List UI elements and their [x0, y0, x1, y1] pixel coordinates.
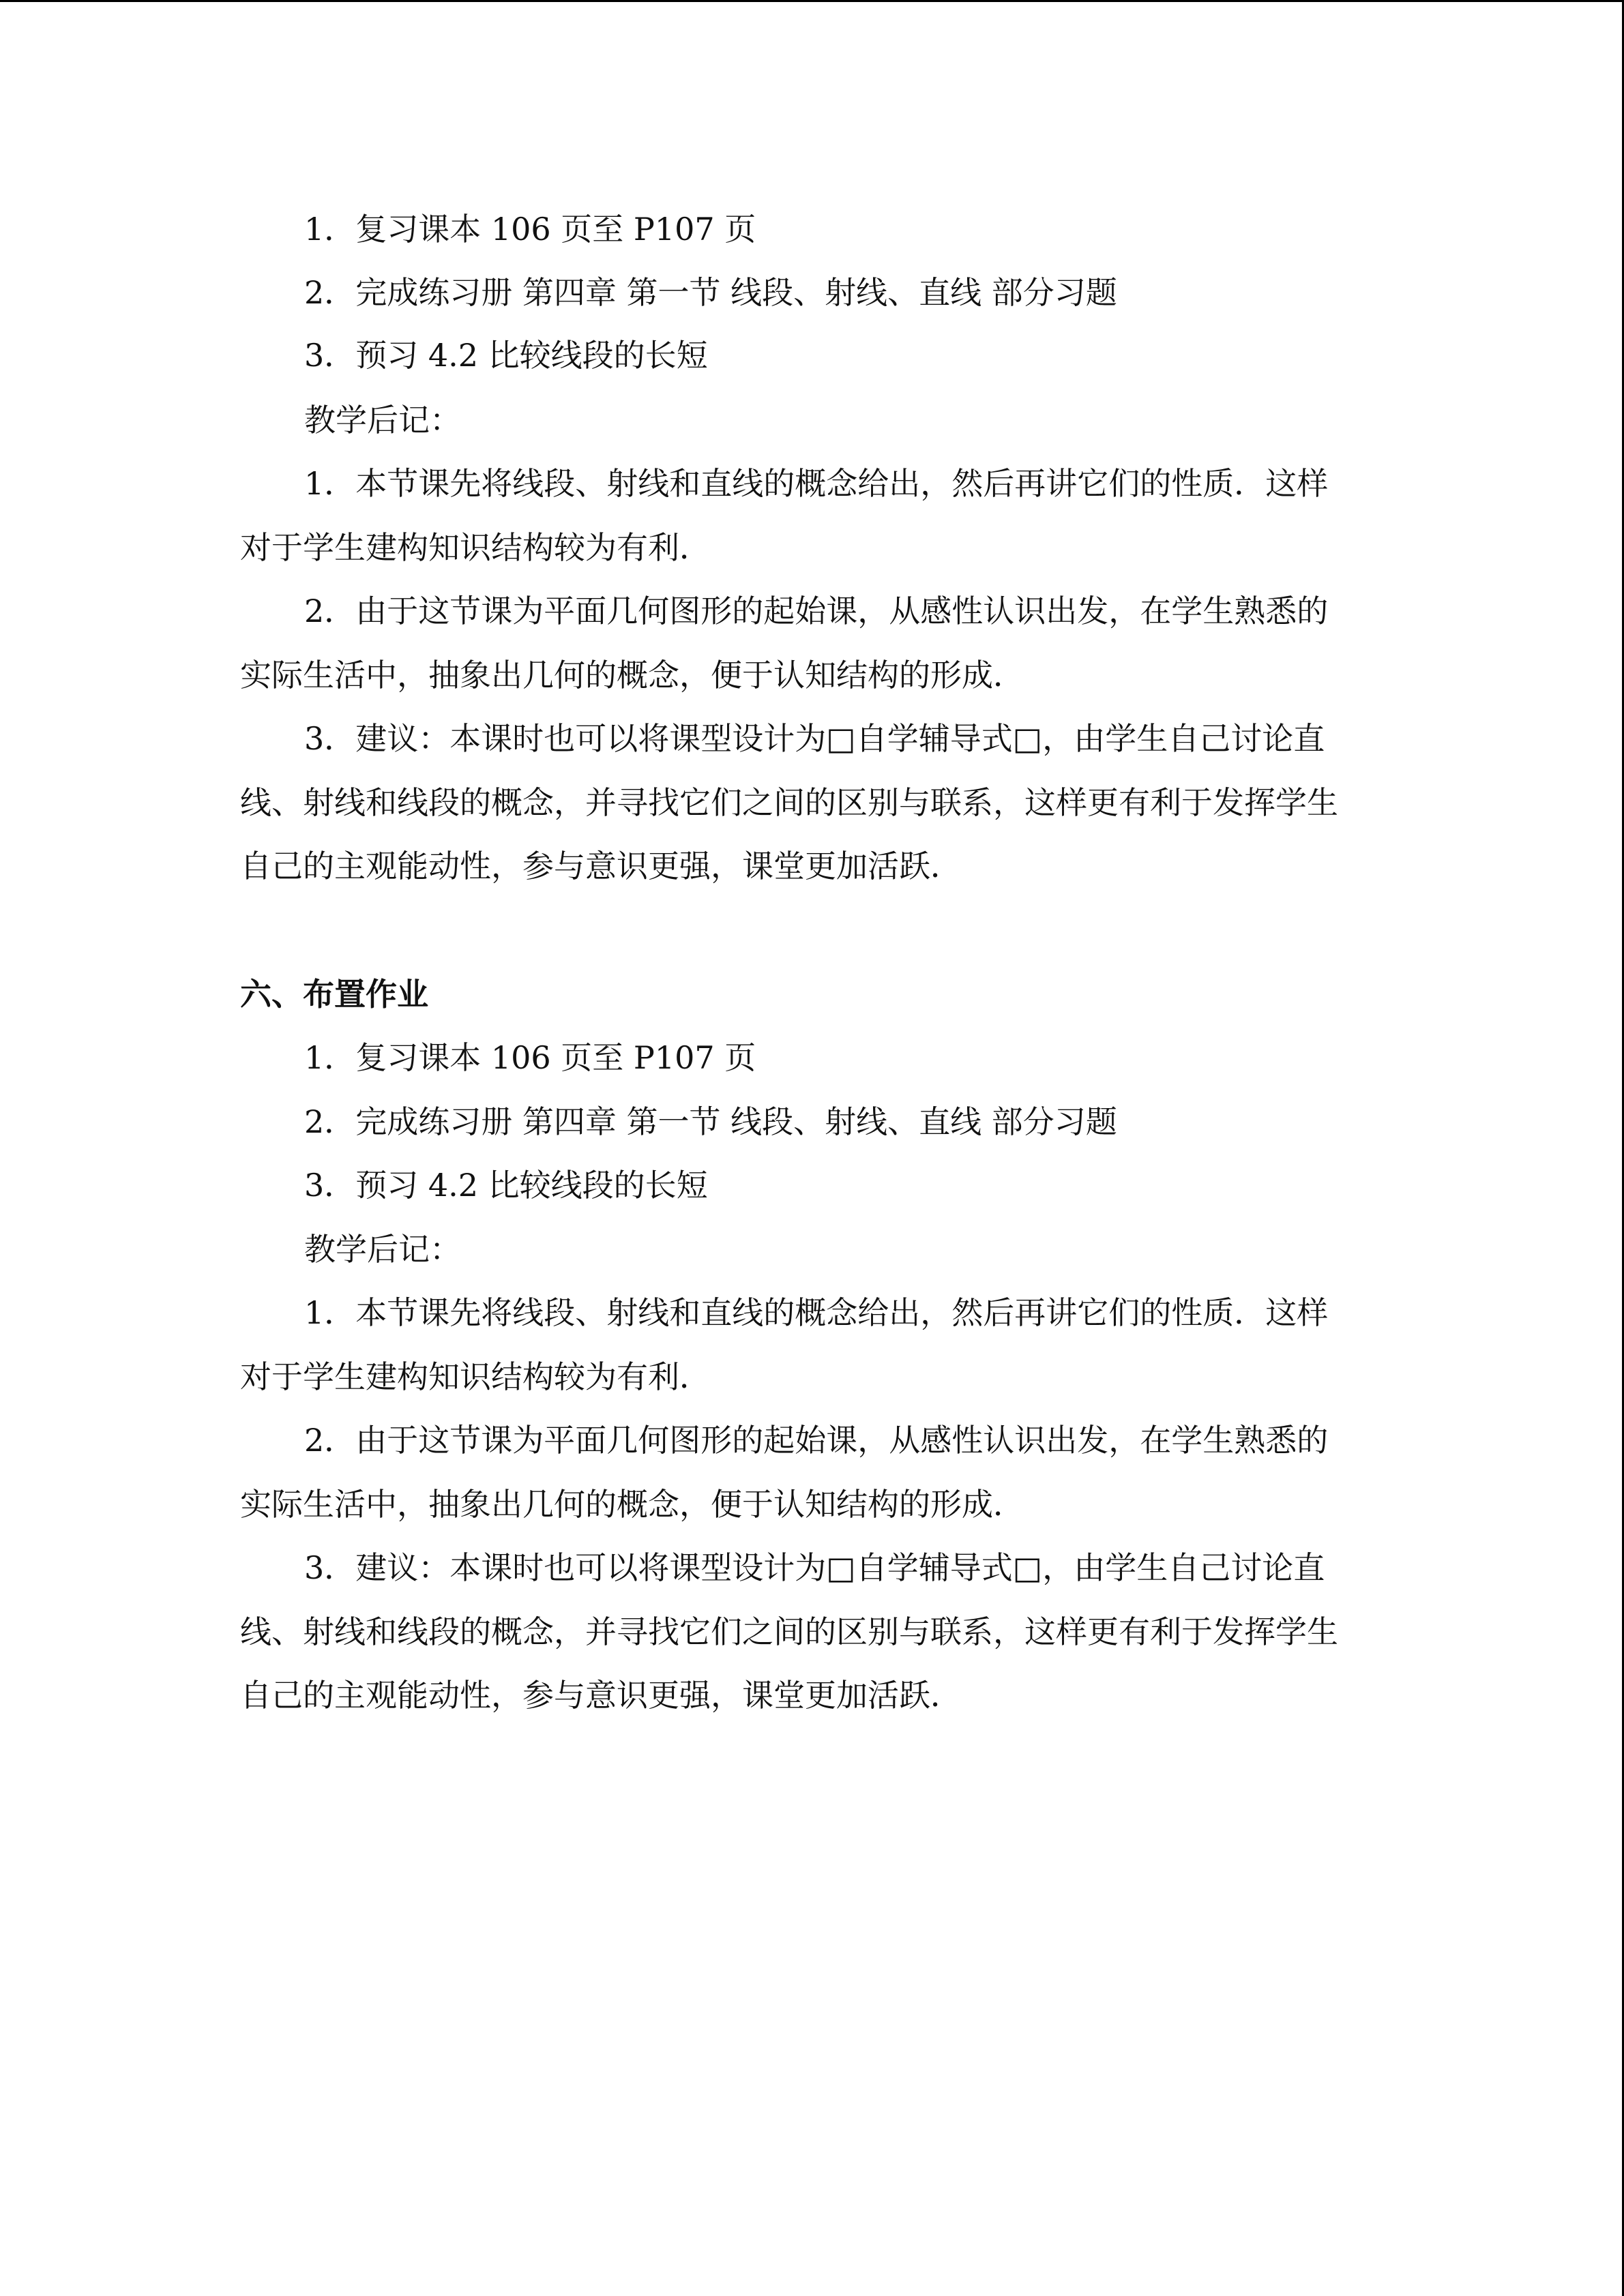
note-3-line-2: 线、射线和线段的概念，并寻找它们之间的区别与联系，这样更有利于发挥学生 — [240, 784, 1338, 821]
note-3-line-1: 3．建议：本课时也可以将课型设计为□自学辅导式□，由学生自己讨论直 — [304, 720, 1325, 757]
note-1-line-2: 对于学生建构知识结构较为有利． — [240, 529, 711, 566]
notes-title: 教学后记： — [304, 402, 461, 438]
note-1-line-2: 对于学生建构知识结构较为有利． — [240, 1358, 711, 1395]
note-3-line-1: 3．建议：本课时也可以将课型设计为□自学辅导式□，由学生自己讨论直 — [304, 1549, 1325, 1586]
homework-item-3: 3．预习 4.2 比较线段的长短 — [304, 1167, 708, 1204]
note-1-line-1: 1．本节课先将线段、射线和直线的概念给出，然后再讲它们的性质．这样 — [304, 465, 1329, 502]
note-1-line-1: 1．本节课先将线段、射线和直线的概念给出，然后再讲它们的性质．这样 — [304, 1294, 1329, 1331]
note-3-line-2: 线、射线和线段的概念，并寻找它们之间的区别与联系，这样更有利于发挥学生 — [240, 1613, 1338, 1650]
note-2-line-2: 实际生活中，抽象出几何的概念，便于认知结构的形成． — [240, 657, 1024, 694]
homework-item-3: 3．预习 4.2 比较线段的长短 — [304, 337, 708, 374]
homework-item-2: 2．完成练习册 第四章 第一节 线段、射线、直线 部分习题 — [304, 1103, 1117, 1140]
page-border-top — [0, 0, 1624, 2]
homework-item-1: 1．复习课本 106 页至 P107 页 — [304, 211, 756, 248]
note-2-line-1: 2．由于这节课为平面几何图形的起始课，从感性认识出发，在学生熟悉的 — [304, 593, 1329, 629]
section-heading: 六、布置作业 — [240, 976, 428, 1013]
note-2-line-1: 2．由于这节课为平面几何图形的起始课，从感性认识出发，在学生熟悉的 — [304, 1422, 1329, 1459]
note-3-line-3: 自己的主观能动性，参与意识更强，课堂更加活跃． — [240, 1677, 962, 1714]
note-3-line-3: 自己的主观能动性，参与意识更强，课堂更加活跃． — [240, 848, 962, 884]
homework-item-1: 1．复习课本 106 页至 P107 页 — [304, 1039, 756, 1076]
notes-title: 教学后记： — [304, 1231, 461, 1268]
note-2-line-2: 实际生活中，抽象出几何的概念，便于认知结构的形成． — [240, 1486, 1024, 1523]
homework-item-2: 2．完成练习册 第四章 第一节 线段、射线、直线 部分习题 — [304, 274, 1117, 311]
